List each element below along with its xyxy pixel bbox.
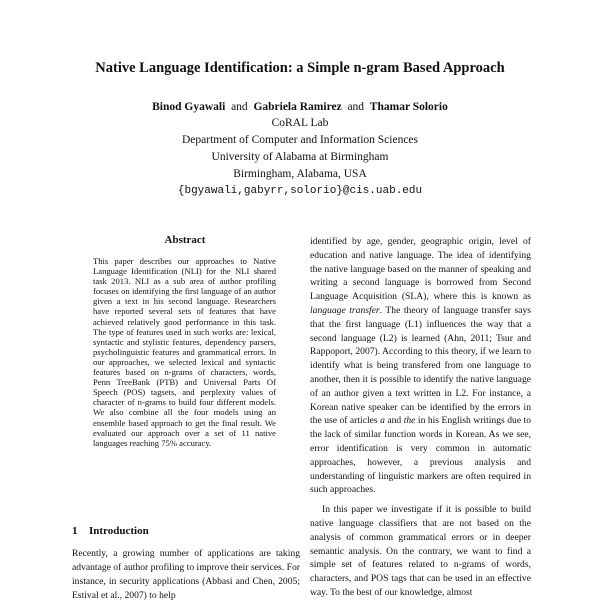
introduction-text: Recently, a growing number of applications are taking advantage of author profiling to improve their services. For instance, in security applications (Abbasi and Chen, 2005; Estival et al., 2007) to help [72, 548, 300, 601]
author-name: Binod Gyawali [152, 101, 226, 113]
section-title: Introduction [89, 525, 149, 537]
body-paragraph [310, 235, 531, 497]
body-text: . The theory of language transfer says that the first language (L1) influences the way that a second language (L2) is learned (Ahn, 2011; Tsur and Rappoport, 2007). According to this theory, if we learn to identify what is being transfered from one language to another, then it is possible to identify the native language of an author given a text written in L2. For instance, a Korean native speaker can be identified by the errors in the use of articles [310, 304, 531, 427]
body-text: identified by age, gender, geographic origin, level of education and native language. The idea of identifying the native language based on the manner of speaking and writing a second language is borrowed from Second Language Acquisition (SLA), where this is known as [310, 236, 531, 303]
body-paragraph: In this paper we investigate if it is possible to build native language classifiers that are not based on the analysis of common grammatical errors or in deeper semantic analysis. On the contrary, we want to find a simple set of features related to n-grams of words, characters, and POS tags that can be used in an effective way. To the best of our knowledge, almost [310, 504, 531, 598]
section-number: 1 [72, 525, 78, 537]
body-text: and [384, 415, 404, 427]
author-separator: and [231, 101, 248, 113]
emphasized-term: the [403, 415, 416, 427]
affiliation-university: University of Alabama at Birmingham [211, 151, 389, 163]
right-column [310, 235, 531, 600]
body-text: in his English writings due to the lack of similar function words in Korean. As we see, error identification is very common in automatic approaches, however, a previous analysis and understanding of linguistic markers are often required in such approaches. [310, 415, 532, 496]
author-separator: and [347, 101, 365, 113]
abstract-text: This paper describes our approaches to Native Language Identification (NLI) for the NLI shared task 2013. NLI as a sub area of author profiling focuses on identifying the first language of an author given a text in his second language. Researchers have reported several sets of features that have achieved relatively good performance in this task. The type of features used in such works are: lexical, syntactic and stylistic features, dependency parsers, psycholinguistic features and grammatical errors. In our approaches, we selected lexical and syntactic features based on n-grams of characters, words, Penn TreeBank (PTB) and Universal Parts Of Speech (POS) tagsets, and perplexity values of character of n-grams to build four different models. We also combine all the four models using an ensemble based approach to get the final result. We evaluated our approach over a set of 11 native languages reaching 75% accuracy. [93, 256, 276, 448]
emphasized-term: a [380, 415, 385, 427]
author-name: Thamar Solorio [369, 101, 448, 113]
author-name: Gabriela Ramirez [253, 101, 342, 113]
affiliation-lab: CoRAL Lab [271, 117, 329, 129]
affiliation-location: Birmingham, Alabama, USA [233, 168, 367, 180]
author-email: {bgyawali,gabyrr,solorio}@cis.uab.edu [177, 185, 423, 197]
affiliation-department: Department of Computer and Information Sciences [182, 134, 418, 146]
author-line [0, 101, 600, 113]
section-heading [72, 525, 149, 537]
abstract-heading: Abstract [164, 234, 206, 246]
paper-title: Native Language Identification: a Simple n-gram Based Approach [95, 60, 505, 76]
emphasized-term: language transfer [310, 304, 380, 316]
